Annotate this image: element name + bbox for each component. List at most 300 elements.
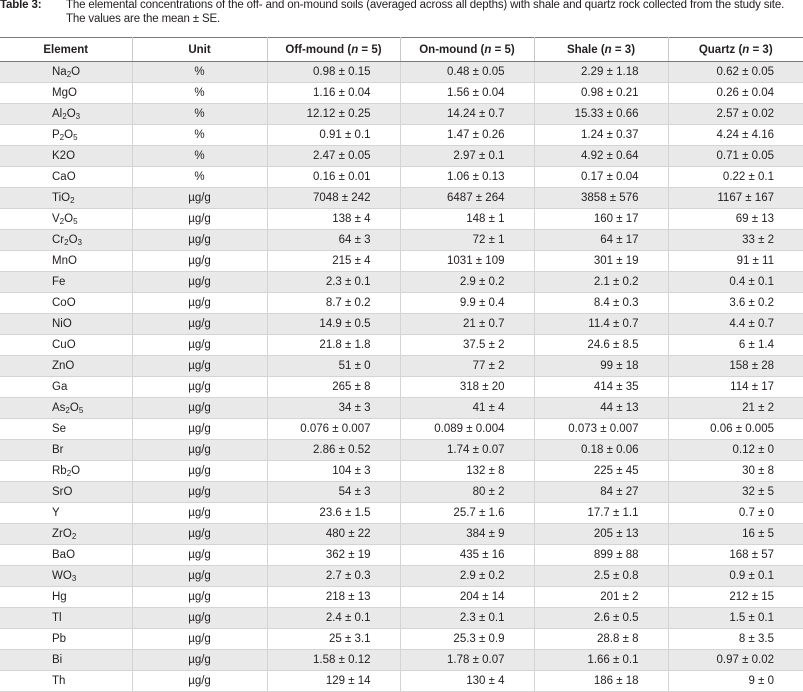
cell-element xyxy=(0,83,132,104)
cell-unit xyxy=(132,62,267,83)
cell-element xyxy=(0,587,132,608)
cell-off-mound: 480 ± 22 xyxy=(267,524,400,545)
unit-text: µg/g xyxy=(188,549,211,561)
element-text: O xyxy=(64,129,74,141)
unit-text: µg/g xyxy=(188,255,211,267)
header-quartz: Quartz (n = 3) xyxy=(668,38,803,62)
unit-text: % xyxy=(194,150,205,162)
cell-quartz: 6 ± 1.4 xyxy=(668,335,803,356)
table-row xyxy=(0,293,803,314)
cell-unit xyxy=(132,356,267,377)
element-subscript: 5 xyxy=(73,133,78,142)
element-text: V xyxy=(52,213,60,225)
cell-element xyxy=(0,146,132,167)
unit-text: % xyxy=(194,66,205,78)
cell-on-mound: 6487 ± 264 xyxy=(400,188,534,209)
cell-on-mound: 1.74 ± 0.07 xyxy=(400,440,534,461)
element-subscript: 2 xyxy=(66,469,72,478)
cell-quartz: 0.12 ± 0 xyxy=(668,440,803,461)
cell-quartz: 168 ± 57 xyxy=(668,545,803,566)
cell-on-mound: 1.56 ± 0.04 xyxy=(400,83,534,104)
element-subscript: 2 xyxy=(62,112,67,121)
cell-quartz: 212 ± 15 xyxy=(668,587,803,608)
table-row xyxy=(0,251,803,272)
cell-element xyxy=(0,377,132,398)
cell-unit xyxy=(132,650,267,671)
table-row xyxy=(0,419,803,440)
table-row xyxy=(0,566,803,587)
element-subscript: 2 xyxy=(59,133,65,142)
cell-shale: 17.7 ± 1.1 xyxy=(534,503,668,524)
unit-text: % xyxy=(194,171,205,183)
cell-quartz: 9 ± 0 xyxy=(668,671,803,692)
cell-shale: 2.1 ± 0.2 xyxy=(534,272,668,293)
table-row xyxy=(0,482,803,503)
unit-text: µg/g xyxy=(188,381,211,393)
cell-element xyxy=(0,125,132,146)
cell-shale: 0.98 ± 0.21 xyxy=(534,83,668,104)
element-text: Bi xyxy=(52,654,63,666)
cell-shale: 99 ± 18 xyxy=(534,356,668,377)
unit-text: µg/g xyxy=(188,570,211,582)
table-row xyxy=(0,146,803,167)
element-subscript: 5 xyxy=(73,217,78,226)
cell-quartz: 1.5 ± 0.1 xyxy=(668,608,803,629)
unit-text: µg/g xyxy=(188,276,211,288)
cell-shale: 2.5 ± 0.8 xyxy=(534,566,668,587)
cell-off-mound: 51 ± 0 xyxy=(267,356,400,377)
cell-element xyxy=(0,482,132,503)
cell-on-mound: 0.48 ± 0.05 xyxy=(400,62,534,83)
header-on-mound: On-mound (n = 5) xyxy=(400,38,534,62)
cell-quartz: 0.7 ± 0 xyxy=(668,503,803,524)
cell-shale: 4.92 ± 0.64 xyxy=(534,146,668,167)
cell-shale: 15.33 ± 0.66 xyxy=(534,104,668,125)
cell-shale: 899 ± 88 xyxy=(534,545,668,566)
element-text: Al xyxy=(52,108,63,120)
cell-on-mound: 14.24 ± 0.7 xyxy=(400,104,534,125)
cell-shale: 2.29 ± 1.18 xyxy=(534,62,668,83)
cell-shale: 8.4 ± 0.3 xyxy=(534,293,668,314)
element-text: Br xyxy=(52,444,64,456)
cell-unit xyxy=(132,545,267,566)
cell-on-mound: 435 ± 16 xyxy=(400,545,534,566)
cell-off-mound: 218 ± 13 xyxy=(267,587,400,608)
header-unit: Unit xyxy=(132,38,267,62)
cell-unit xyxy=(132,440,267,461)
cell-shale: 2.6 ± 0.5 xyxy=(534,608,668,629)
cell-off-mound: 0.91 ± 0.1 xyxy=(267,125,400,146)
cell-unit xyxy=(132,608,267,629)
cell-unit xyxy=(132,104,267,125)
table-row xyxy=(0,398,803,419)
cell-unit xyxy=(132,566,267,587)
unit-text: % xyxy=(194,108,205,120)
cell-on-mound: 77 ± 2 xyxy=(400,356,534,377)
table-caption xyxy=(0,0,803,34)
element-text: SrO xyxy=(52,486,73,498)
cell-off-mound: 12.12 ± 0.25 xyxy=(267,104,400,125)
unit-text: µg/g xyxy=(188,528,211,540)
cell-off-mound: 2.3 ± 0.1 xyxy=(267,272,400,293)
element-subscript: 3 xyxy=(75,112,81,121)
table-row xyxy=(0,440,803,461)
cell-on-mound: 2.9 ± 0.2 xyxy=(400,566,534,587)
caption-line: The values are the mean ± SE. xyxy=(66,13,221,25)
element-text: Tl xyxy=(52,612,62,624)
cell-element xyxy=(0,398,132,419)
cell-shale: 225 ± 45 xyxy=(534,461,668,482)
table-row xyxy=(0,230,803,251)
cell-quartz: 4.24 ± 4.16 xyxy=(668,125,803,146)
cell-unit xyxy=(132,83,267,104)
cell-quartz: 0.97 ± 0.02 xyxy=(668,650,803,671)
table-row xyxy=(0,545,803,566)
cell-element xyxy=(0,671,132,692)
element-text: BaO xyxy=(52,549,76,561)
element-text: O xyxy=(68,234,78,246)
cell-unit xyxy=(132,293,267,314)
table-row xyxy=(0,608,803,629)
caption-text xyxy=(66,0,803,26)
cell-element xyxy=(0,230,132,251)
cell-quartz: 30 ± 8 xyxy=(668,461,803,482)
cell-off-mound: 129 ± 14 xyxy=(267,671,400,692)
cell-element xyxy=(0,524,132,545)
cell-quartz: 33 ± 2 xyxy=(668,230,803,251)
cell-off-mound: 0.076 ± 0.007 xyxy=(267,419,400,440)
cell-shale: 28.8 ± 8 xyxy=(534,629,668,650)
cell-element xyxy=(0,104,132,125)
cell-unit xyxy=(132,398,267,419)
cell-on-mound: 1031 ± 109 xyxy=(400,251,534,272)
cell-element xyxy=(0,314,132,335)
table-header-row xyxy=(0,38,803,62)
table-row xyxy=(0,188,803,209)
cell-off-mound: 265 ± 8 xyxy=(267,377,400,398)
unit-text: µg/g xyxy=(188,192,211,204)
unit-text: µg/g xyxy=(188,234,211,246)
element-text: P xyxy=(52,129,60,141)
cell-unit xyxy=(132,251,267,272)
element-text: NiO xyxy=(52,318,72,330)
element-text: ZrO xyxy=(52,528,72,540)
cell-on-mound: 80 ± 2 xyxy=(400,482,534,503)
cell-element xyxy=(0,251,132,272)
cell-off-mound: 215 ± 4 xyxy=(267,251,400,272)
cell-element xyxy=(0,650,132,671)
cell-off-mound: 21.8 ± 1.8 xyxy=(267,335,400,356)
cell-unit xyxy=(132,335,267,356)
cell-on-mound: 2.97 ± 0.1 xyxy=(400,146,534,167)
element-text: CoO xyxy=(52,297,76,309)
element-text: MgO xyxy=(52,87,77,99)
element-subscript: 3 xyxy=(77,238,82,247)
unit-text: µg/g xyxy=(188,423,211,435)
cell-on-mound: 2.3 ± 0.1 xyxy=(400,608,534,629)
cell-on-mound: 0.089 ± 0.004 xyxy=(400,419,534,440)
cell-quartz: 158 ± 28 xyxy=(668,356,803,377)
cell-off-mound: 34 ± 3 xyxy=(267,398,400,419)
table-row xyxy=(0,503,803,524)
cell-unit xyxy=(132,629,267,650)
element-text: Ga xyxy=(52,381,68,393)
unit-text: µg/g xyxy=(188,465,211,477)
unit-text: µg/g xyxy=(188,675,211,687)
cell-quartz: 69 ± 13 xyxy=(668,209,803,230)
cell-quartz: 0.22 ± 0.1 xyxy=(668,167,803,188)
element-text: Fe xyxy=(52,276,66,288)
cell-off-mound: 23.6 ± 1.5 xyxy=(267,503,400,524)
unit-text: µg/g xyxy=(188,339,211,351)
element-text: O xyxy=(71,66,81,78)
cell-quartz: 2.57 ± 0.02 xyxy=(668,104,803,125)
element-text: K2O xyxy=(52,150,76,162)
cell-shale: 414 ± 35 xyxy=(534,377,668,398)
caption-line: The elemental concentrations of the off- and on-mound soils (averaged across all depths) with shale and quartz rock collected from the study site. xyxy=(66,0,785,11)
cell-unit xyxy=(132,209,267,230)
cell-quartz: 16 ± 5 xyxy=(668,524,803,545)
cell-element xyxy=(0,461,132,482)
element-text: O xyxy=(71,465,81,477)
element-text: O xyxy=(69,402,79,414)
table-row xyxy=(0,125,803,146)
cell-unit xyxy=(132,125,267,146)
cell-unit xyxy=(132,377,267,398)
cell-shale: 84 ± 27 xyxy=(534,482,668,503)
cell-off-mound: 7048 ± 242 xyxy=(267,188,400,209)
cell-shale: 0.073 ± 0.007 xyxy=(534,419,668,440)
cell-off-mound: 362 ± 19 xyxy=(267,545,400,566)
cell-on-mound: 132 ± 8 xyxy=(400,461,534,482)
table-row xyxy=(0,104,803,125)
cell-unit xyxy=(132,146,267,167)
cell-element xyxy=(0,566,132,587)
element-subscript: 2 xyxy=(65,406,70,415)
cell-shale: 201 ± 2 xyxy=(534,587,668,608)
cell-quartz: 0.71 ± 0.05 xyxy=(668,146,803,167)
cell-off-mound: 104 ± 3 xyxy=(267,461,400,482)
cell-shale: 160 ± 17 xyxy=(534,209,668,230)
element-subscript: 2 xyxy=(71,532,77,541)
cell-element xyxy=(0,629,132,650)
cell-shale: 1.24 ± 0.37 xyxy=(534,125,668,146)
header-element: Element xyxy=(0,38,132,62)
element-text: Hg xyxy=(52,591,67,603)
cell-on-mound: 72 ± 1 xyxy=(400,230,534,251)
cell-quartz: 0.26 ± 0.04 xyxy=(668,83,803,104)
cell-element xyxy=(0,335,132,356)
cell-element xyxy=(0,209,132,230)
unit-text: % xyxy=(194,87,205,99)
cell-shale: 205 ± 13 xyxy=(534,524,668,545)
cell-element xyxy=(0,356,132,377)
cell-shale: 186 ± 18 xyxy=(534,671,668,692)
element-subscript: 2 xyxy=(70,196,75,205)
cell-on-mound: 1.06 ± 0.13 xyxy=(400,167,534,188)
header-off-mound: Off-mound (n = 5) xyxy=(267,38,400,62)
cell-off-mound: 138 ± 4 xyxy=(267,209,400,230)
cell-on-mound: 41 ± 4 xyxy=(400,398,534,419)
element-text: O xyxy=(64,213,74,225)
cell-element xyxy=(0,272,132,293)
cell-quartz: 21 ± 2 xyxy=(668,398,803,419)
cell-off-mound: 2.47 ± 0.05 xyxy=(267,146,400,167)
header-shale: Shale (n = 3) xyxy=(534,38,668,62)
element-text: Pb xyxy=(52,633,67,645)
cell-shale: 44 ± 13 xyxy=(534,398,668,419)
table-row xyxy=(0,629,803,650)
cell-quartz: 3.6 ± 0.2 xyxy=(668,293,803,314)
cell-off-mound: 2.7 ± 0.3 xyxy=(267,566,400,587)
cell-off-mound: 1.16 ± 0.04 xyxy=(267,83,400,104)
cell-unit xyxy=(132,419,267,440)
element-text: O xyxy=(66,108,76,120)
elemental-concentration-table xyxy=(0,37,803,692)
element-subscript: 3 xyxy=(71,574,77,583)
cell-off-mound: 2.4 ± 0.1 xyxy=(267,608,400,629)
cell-shale: 1.66 ± 0.1 xyxy=(534,650,668,671)
cell-element xyxy=(0,188,132,209)
element-text: TiO xyxy=(52,192,71,204)
cell-unit xyxy=(132,524,267,545)
cell-unit xyxy=(132,482,267,503)
cell-quartz: 0.06 ± 0.005 xyxy=(668,419,803,440)
cell-element xyxy=(0,440,132,461)
cell-shale: 0.18 ± 0.06 xyxy=(534,440,668,461)
cell-off-mound: 64 ± 3 xyxy=(267,230,400,251)
cell-element xyxy=(0,167,132,188)
element-text: As xyxy=(52,402,66,414)
cell-unit xyxy=(132,314,267,335)
element-text: CaO xyxy=(52,171,76,183)
cell-on-mound: 37.5 ± 2 xyxy=(400,335,534,356)
cell-off-mound: 54 ± 3 xyxy=(267,482,400,503)
element-text: WO xyxy=(52,570,72,582)
cell-element xyxy=(0,419,132,440)
cell-on-mound: 318 ± 20 xyxy=(400,377,534,398)
table-row xyxy=(0,671,803,692)
element-text: Na xyxy=(52,66,67,78)
table-row xyxy=(0,83,803,104)
cell-quartz: 1167 ± 167 xyxy=(668,188,803,209)
cell-unit xyxy=(132,230,267,251)
cell-shale: 301 ± 19 xyxy=(534,251,668,272)
cell-element xyxy=(0,503,132,524)
element-text: MnO xyxy=(52,255,77,267)
cell-quartz: 114 ± 17 xyxy=(668,377,803,398)
element-text: Rb xyxy=(52,465,67,477)
cell-shale: 0.17 ± 0.04 xyxy=(534,167,668,188)
table-row xyxy=(0,314,803,335)
cell-quartz: 0.9 ± 0.1 xyxy=(668,566,803,587)
element-text: Se xyxy=(52,423,67,435)
cell-shale: 64 ± 17 xyxy=(534,230,668,251)
unit-text: µg/g xyxy=(188,213,211,225)
table-row xyxy=(0,356,803,377)
cell-on-mound: 9.9 ± 0.4 xyxy=(400,293,534,314)
cell-quartz: 91 ± 11 xyxy=(668,251,803,272)
table-row xyxy=(0,650,803,671)
cell-unit xyxy=(132,188,267,209)
cell-element xyxy=(0,62,132,83)
cell-off-mound: 8.7 ± 0.2 xyxy=(267,293,400,314)
cell-off-mound: 1.58 ± 0.12 xyxy=(267,650,400,671)
element-text: Cr xyxy=(52,234,65,246)
table-row xyxy=(0,335,803,356)
element-text: CuO xyxy=(52,339,76,351)
table-row xyxy=(0,461,803,482)
cell-element xyxy=(0,608,132,629)
table-row xyxy=(0,272,803,293)
table-row xyxy=(0,524,803,545)
cell-on-mound: 384 ± 9 xyxy=(400,524,534,545)
unit-text: µg/g xyxy=(188,654,211,666)
unit-text: % xyxy=(194,129,205,141)
unit-text: µg/g xyxy=(188,591,211,603)
cell-on-mound: 130 ± 4 xyxy=(400,671,534,692)
element-text: ZnO xyxy=(52,360,75,372)
element-subscript: 5 xyxy=(78,406,84,415)
table-row xyxy=(0,377,803,398)
cell-off-mound: 0.16 ± 0.01 xyxy=(267,167,400,188)
unit-text: µg/g xyxy=(188,318,211,330)
table-body xyxy=(0,62,803,692)
cell-on-mound: 148 ± 1 xyxy=(400,209,534,230)
unit-text: µg/g xyxy=(188,507,211,519)
cell-quartz: 32 ± 5 xyxy=(668,482,803,503)
cell-quartz: 8 ± 3.5 xyxy=(668,629,803,650)
table-row xyxy=(0,167,803,188)
caption-label: Table 3: xyxy=(0,0,42,11)
cell-off-mound: 2.86 ± 0.52 xyxy=(267,440,400,461)
element-text: Th xyxy=(52,675,66,687)
cell-unit xyxy=(132,272,267,293)
unit-text: µg/g xyxy=(188,444,211,456)
cell-shale: 3858 ± 576 xyxy=(534,188,668,209)
unit-text: µg/g xyxy=(188,402,211,414)
cell-on-mound: 2.9 ± 0.2 xyxy=(400,272,534,293)
cell-off-mound: 14.9 ± 0.5 xyxy=(267,314,400,335)
cell-unit xyxy=(132,461,267,482)
cell-quartz: 0.4 ± 0.1 xyxy=(668,272,803,293)
unit-text: µg/g xyxy=(188,633,211,645)
table-row xyxy=(0,209,803,230)
cell-unit xyxy=(132,167,267,188)
cell-unit xyxy=(132,503,267,524)
unit-text: µg/g xyxy=(188,612,211,624)
cell-on-mound: 1.47 ± 0.26 xyxy=(400,125,534,146)
element-subscript: 2 xyxy=(59,217,65,226)
table-row xyxy=(0,587,803,608)
unit-text: µg/g xyxy=(188,297,211,309)
element-subscript: 2 xyxy=(64,238,69,247)
cell-on-mound: 25.3 ± 0.9 xyxy=(400,629,534,650)
unit-text: µg/g xyxy=(188,360,211,372)
cell-quartz: 4.4 ± 0.7 xyxy=(668,314,803,335)
cell-on-mound: 204 ± 14 xyxy=(400,587,534,608)
cell-unit xyxy=(132,671,267,692)
cell-element xyxy=(0,545,132,566)
cell-off-mound: 25 ± 3.1 xyxy=(267,629,400,650)
unit-text: µg/g xyxy=(188,486,211,498)
cell-shale: 11.4 ± 0.7 xyxy=(534,314,668,335)
cell-on-mound: 25.7 ± 1.6 xyxy=(400,503,534,524)
element-subscript: 2 xyxy=(66,70,72,79)
cell-unit xyxy=(132,587,267,608)
cell-quartz: 0.62 ± 0.05 xyxy=(668,62,803,83)
cell-shale: 24.6 ± 8.5 xyxy=(534,335,668,356)
